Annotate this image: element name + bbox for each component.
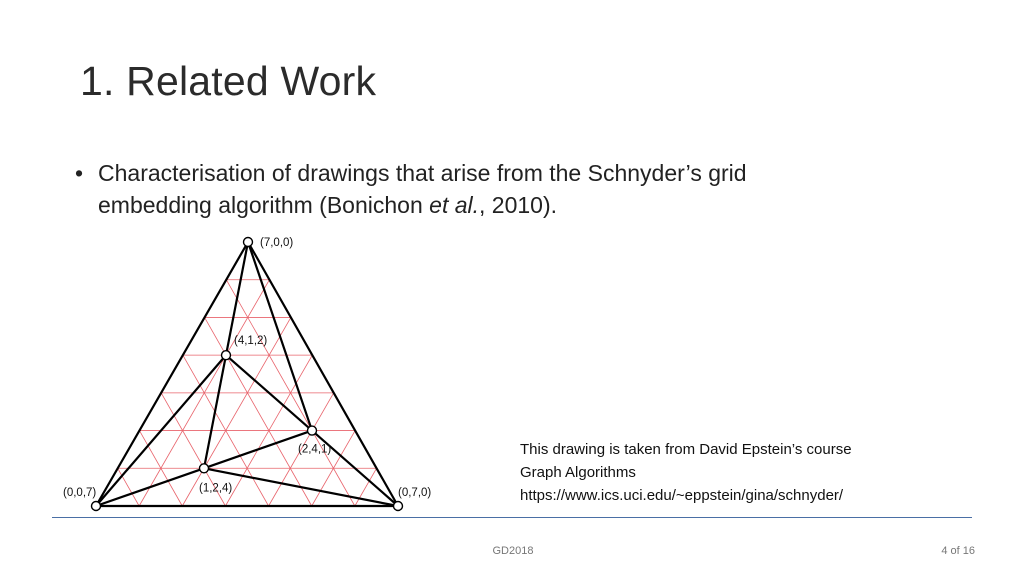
grid-line [118, 468, 139, 506]
vertex-label: (0,0,7) [63, 487, 97, 499]
vertex-dot [308, 426, 317, 435]
graph-edges [96, 242, 398, 506]
credit-line-2: Graph Algorithms [520, 464, 636, 481]
image-credit [520, 438, 852, 507]
graph-edge [204, 431, 312, 469]
page-number: 4 of 16 [941, 545, 975, 557]
graph-edge [96, 242, 248, 506]
vertex-labels [63, 237, 431, 499]
bullet-line-1: Characterisation of drawings that arise from the Schnyder’s grid [98, 160, 747, 186]
vertex-label: (7,0,0) [260, 237, 294, 249]
bullet-line-2 [98, 189, 918, 221]
graph-edge [248, 242, 398, 506]
vertex-dot [244, 238, 253, 247]
vertex-dot [394, 502, 403, 511]
bullet-line-2-start: embedding algorithm (Bonichon [98, 192, 430, 218]
bullet-citation-italic: et al. [429, 192, 480, 218]
vertex-label: (2,4,1) [298, 443, 332, 456]
bullet-marker: • [75, 160, 84, 186]
graph-edge [204, 355, 226, 468]
vertex-dot [200, 464, 209, 473]
schnyder-drawing [63, 225, 432, 515]
slide-title: 1. Related Work [80, 58, 377, 104]
credit-url[interactable]: https://www.ics.uci.edu/~eppstein/gina/schnyder/ [520, 487, 844, 504]
vertex-label: (0,7,0) [398, 487, 432, 499]
vertex-dot [222, 351, 231, 360]
credit-line-1: This drawing is taken from David Epstein’s course [520, 441, 852, 458]
bullet-line-2-end: , 2010). [479, 192, 558, 218]
footer-divider [52, 517, 972, 518]
bullet-text [98, 157, 918, 221]
vertex-label: (1,2,4) [199, 482, 233, 495]
vertex-dot [92, 502, 101, 511]
footer-text: GD2018 [492, 545, 534, 557]
graph-edge [204, 468, 398, 506]
vertex-label: (4,1,2) [234, 335, 268, 348]
triangular-grid [118, 280, 377, 506]
